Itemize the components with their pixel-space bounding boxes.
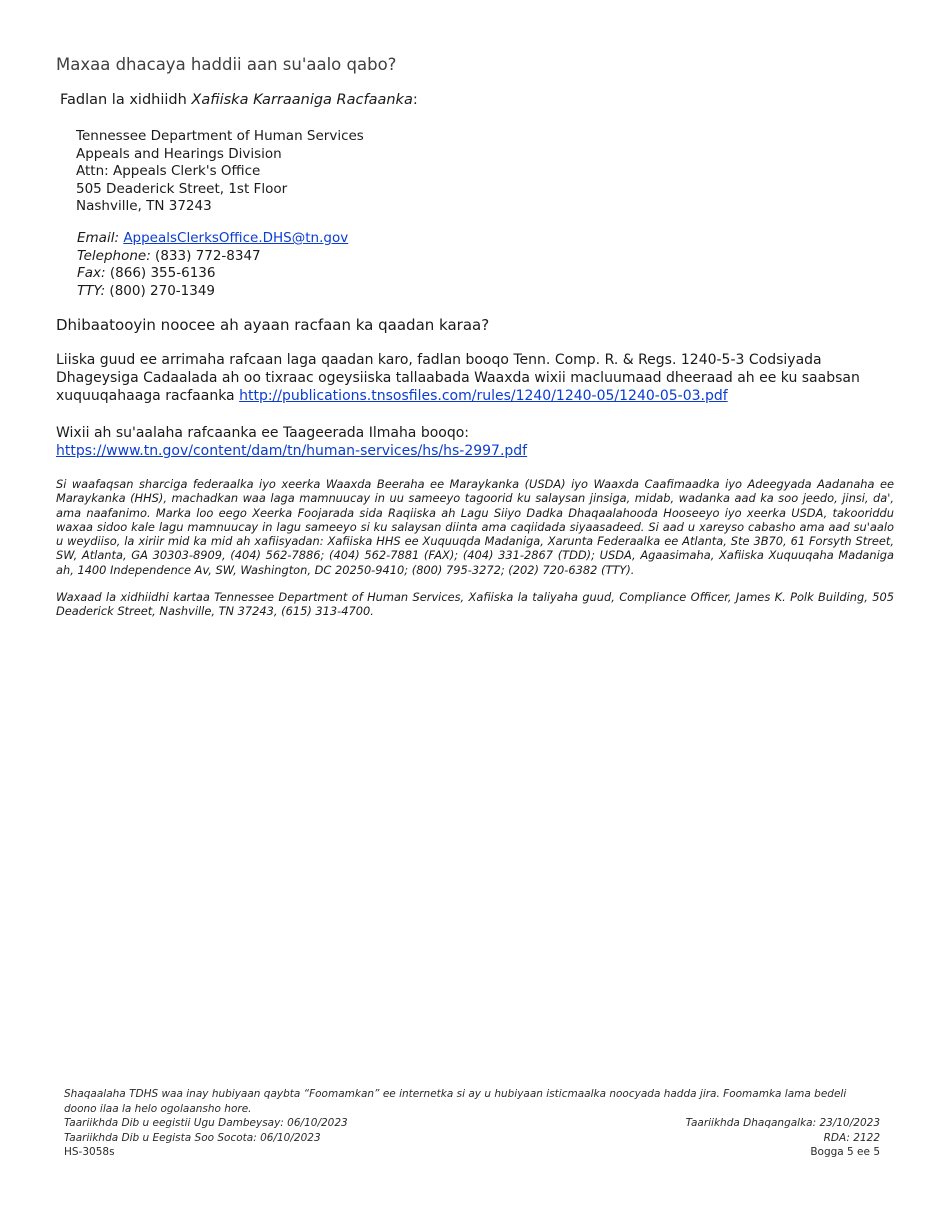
nondiscrimination-statement: Si waafaqsan sharciga federaalka iyo xeerka Waaxda Beeraha ee Maraykanka (USDA) iyo Waaxda Caafimaadka iyo Adeegyada Aadanaha ee Maraykanka (HHS), machadkan waa laga mamnuucay in uu sameeyo tagoorid ku salaysan jinsiga, midab, wadanka aad ka soo jeedo, jinsi, da', ama naafanimo. Marka loo eego Xeerka Foojarada sida Raqiiska ah Lagu Siiyo Dadka Dhaqaalahooda Hooseeyo iyo xeerka USDA, takooriddu waxaa sidoo kale lagu mamnuucay in lagu sameeyo si ku salaysan diinta ama caqiidada siyaasadeed. Si aad u xareyso cabasho ama aad su'aalo u weydiiso, la xiriir mid ka mid ah xafiisyadan: Xafiiska HHS ee Xuquuqda Madaniga, Xarunta Federaalka ee Atlanta, Ste 3B70, 61 Forsyth Street, SW, Atlanta, GA 30303-8909, (404) 562-7886; (404) 562-7881 (FAX); (404) 331-2867 (TDD); USDA, Agaasimaha, Xafiiska Xuquuqaha Madaniga ah, 1400 Independence Av, SW, Washington, DC 20250-9410; (800) 795-3272; (202) 720-6382 (TTY). [56,477,894,577]
appeal-issues-heading: Dhibaatooyin noocee ah ayaan racfaan ka qaadan karaa? [56,316,490,334]
intro-prefix: Fadlan la xidhiidh [60,92,192,108]
mailing-address [76,128,364,216]
next-review-date: Taariikhda Dib u Eegista Soo Socota: 06/10/2023 [64,1131,321,1144]
effective-date: Taariikhda Dhaqangalka: 23/10/2023 [685,1117,880,1130]
email-link[interactable]: AppealsClerksOffice.DHS@tn.gov [123,230,349,246]
page-footer [64,1087,880,1160]
rda-number: RDA: 2122 [823,1131,880,1144]
footer-row [64,1116,880,1131]
appeal-rules-paragraph [56,351,896,405]
child-support-paragraph [56,424,896,460]
address-line: Appeals and Hearings Division [76,145,282,162]
address-line: Nashville, TN 37243 [76,198,212,214]
legal-review-date: Taariikhda Dib u eegistii Ugu Dambeysay: 06/10/2023 [64,1117,348,1130]
address-line: Tennessee Department of Human Services [76,128,364,144]
tty-value: (800) 270-1349 [109,282,216,299]
telephone-label: Telephone: [77,247,151,264]
email-row [77,230,348,248]
contact-details [77,230,348,300]
email-label: Email: [77,230,120,246]
footer-note: Shaqaalaha TDHS waa inay hubiyaan qaybta “Foomamkan” ee internetka si ay u hubiyaan isticmaalka noocyada hadda jira. Foomamka lama bedeli doono ilaa la helo ogolaansho hore. [64,1088,847,1115]
intro-suffix: : [412,92,418,108]
tty-row [77,283,348,301]
child-support-text: Wixii ah su'aalaha rafcaanka ee Taageerada Ilmaha booqo: [56,425,470,441]
rules-pdf-link[interactable]: http://publications.tnsosfiles.com/rules/1240/1240-05/1240-05-03.pdf [239,388,728,404]
address-line: 505 Deaderick Street, 1st Floor [76,180,288,197]
telephone-value: (833) 772-8347 [155,247,261,264]
address-line: Attn: Appeals Clerk's Office [76,163,261,179]
fax-row [77,265,348,283]
compliance-statement: Waxaad la xidhiidhi kartaa Tennessee Department of Human Services, Xafiiska la taliyaha guud, Compliance Officer, James K. Polk Building, 505 Deaderick Street, Nashville, TN 37243, (615) 313-4700. [56,590,894,619]
footer-row [64,1145,880,1160]
contact-intro [60,92,418,108]
child-support-pdf-link[interactable]: https://www.tn.gov/content/dam/tn/human-services/hs/hs-2997.pdf [56,443,528,459]
tty-label: TTY: [77,282,106,299]
fax-value: (866) 355-6136 [109,265,216,281]
telephone-row [77,248,348,266]
office-name: Xafiiska Karraaniga Racfaanka [191,92,413,108]
appeal-rules-text: Liiska guud ee arrimaha rafcaan laga qaadan karo, fadlan booqo Tenn. Comp. R. & Regs. 1240-5-3 Codsiyada Dhageysiga Cadaalada ah oo tixraac ogeysiiska tallaabada Waaxda wixii macluumaad dheeraad ah ee ku saabsan xuquuqahaaga racfaanka [56,352,860,404]
form-number: HS-3058s [64,1146,115,1159]
page-number: Bogga 5 ee 5 [810,1146,880,1159]
questions-heading: Maxaa dhacaya haddii aan su'aalo qabo? [56,55,397,74]
fax-label: Fax: [77,265,106,281]
footer-row [64,1131,880,1146]
